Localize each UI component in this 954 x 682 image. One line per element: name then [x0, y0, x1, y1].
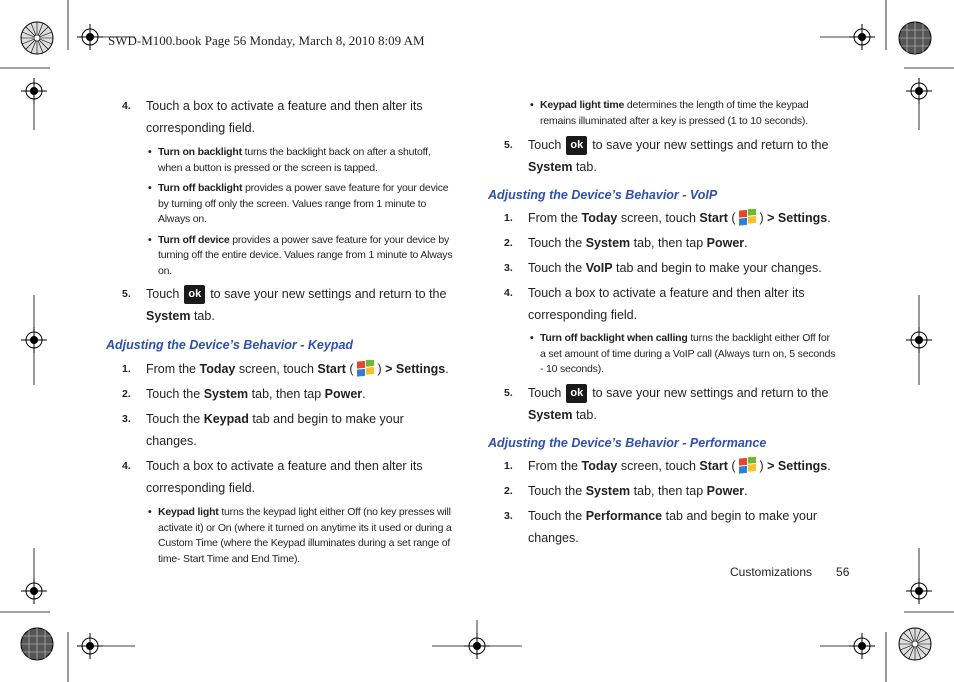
bullet-turn-off-backlight-calling: • Turn off backlight when calling turns the backlight either Off for a set amount of time during a VoIP call (Always turn on, 5 seconds - 10 seconds).: [530, 332, 836, 375]
left-column: [106, 95, 456, 567]
right-step-5a: 5. Touch ok to save your new settings and return to the System tab.: [504, 138, 829, 174]
perf-step-2: 2. Touch the System tab, then tap Power.: [504, 483, 748, 498]
voip-step-3: 3. Touch the VoIP tab and begin to make your changes.: [504, 261, 822, 275]
keypad-step-4: 4. Touch a box to activate a feature and then alter its corresponding field.: [122, 459, 423, 495]
keypad-step-2: 2. Touch the System tab, then tap Power.: [122, 387, 366, 401]
left-step-4: 4. Touch a box to activate a feature and then alter its corresponding field.: [122, 99, 423, 135]
print-header: SWD-M100.book Page 56 Monday, March 8, 2010 8:09 AM: [108, 33, 425, 48]
perf-step-3: 3. Touch the Performance tab and begin to make your changes.: [504, 508, 818, 545]
bullet-turn-on-backlight: • Turn on backlight turns the backlight back on after a shutoff, when a button is pressed or the screen is tapped.: [148, 146, 431, 174]
page-number: 56: [836, 565, 850, 579]
voip-step-2: 2. Touch the System tab, then tap Power.: [504, 236, 748, 250]
right-column: [488, 98, 838, 549]
perf-step-1: 1. From the Today screen, touch Start ( ) > Settings.: [488, 455, 838, 477]
bullet-keypad-light: • Keypad light turns the keypad light either Off (no key presses will activate it) or On (where it turned on anytime its it used or during a Custom Time (where the Keypad illuminates during a set range of time- Start Time and End Time).: [148, 506, 452, 565]
windows-start-icon: [736, 457, 760, 476]
ok-icon: ok: [566, 136, 587, 155]
ok-icon: ok: [184, 285, 205, 304]
right-step-5b: 5. Touch ok to save your new settings and return to the System tab.: [504, 385, 829, 422]
voip-step-1: 1. From the Today screen, touch Start ( ) > Settings.: [488, 207, 838, 229]
section-heading-voip: Adjusting the Device’s Behavior - VoIP: [488, 188, 718, 202]
footer-section: Customizations: [730, 565, 813, 579]
bullet-turn-off-backlight: • Turn off backlight provides a power save feature for your device by turning off only the screen. Values range from 1 minute to Always on.: [148, 182, 449, 225]
bullet-keypad-light-time: • Keypad light time determines the length of time the keypad remains illuminated after a key is pressed (1 to 10 seconds).: [530, 99, 809, 127]
ok-icon: ok: [566, 384, 587, 403]
windows-start-icon: [736, 209, 760, 228]
keypad-step-3: 3. Touch the Keypad tab and begin to make your changes.: [122, 412, 404, 448]
section-heading-performance: Adjusting the Device’s Behavior - Performance: [488, 435, 767, 450]
left-step-5: 5. Touch ok to save your new settings and return to the System tab.: [122, 287, 447, 323]
voip-step-4: 4. Touch a box to activate a feature and then alter its corresponding field.: [504, 286, 805, 322]
section-heading-keypad: Adjusting the Device’s Behavior - Keypad: [106, 338, 354, 352]
bullet-turn-off-device: • Turn off device provides a power save feature for your device by turning off the entire device. Values range from 1 minute to Always on.: [148, 233, 453, 277]
windows-start-icon: [354, 360, 378, 379]
page-footer: [730, 565, 849, 579]
keypad-step-1: 1. From the Today screen, touch Start ( ) > Settings.: [106, 358, 456, 380]
